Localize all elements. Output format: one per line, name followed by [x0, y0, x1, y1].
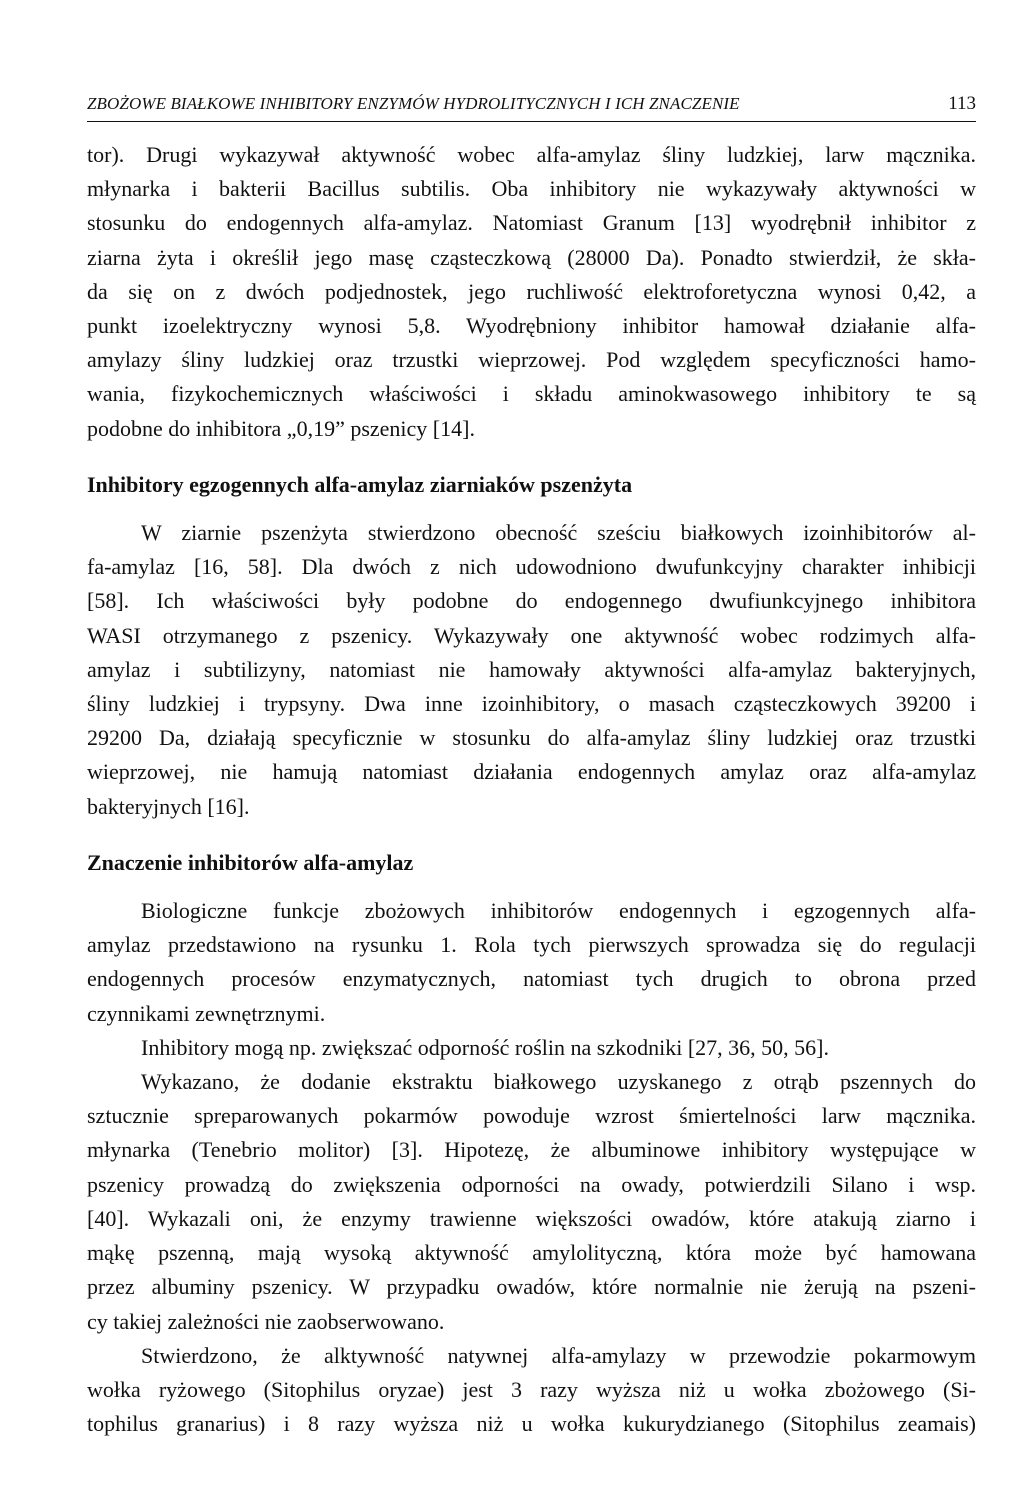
page-number: 113 [948, 93, 976, 114]
text-line: amylaz i subtilizyny, natomiast nie hamowały aktywności alfa-amylaz bakteryjnych, [87, 656, 976, 682]
section-heading: Inhibitory egzogennych alfa-amylaz ziarniaków pszenżyta [87, 471, 633, 497]
text-line: wieprzowej, nie hamują natomiast działania endogennych amylaz oraz alfa-amylaz [87, 759, 976, 785]
text-line: sztucznie spreparowanych pokarmów powoduje wzrost śmiertelności larw mącznika. [87, 1103, 976, 1129]
text-line: amylazy śliny ludzkiej oraz trzustki wieprzowej. Pod względem specyficzności hamo- [87, 347, 976, 373]
text-line: pszenicy prowadzą do zwiększenia odporności na owady, potwierdzili Silano i wsp. [87, 1171, 976, 1197]
paragraph-5 [87, 1065, 976, 1339]
text-line: wołka ryżowego (Sitophilus oryzae) jest 3 razy wyższa niż u wołka zbożowego (Si- [87, 1376, 976, 1402]
text-line: młynarka i bakterii Bacillus subtilis. Oba inhibitory nie wykazywały aktywności w [87, 176, 976, 202]
text-line: wania, fizykochemicznych właściwości i składu aminokwasowego inhibitory te są [87, 381, 976, 407]
text-line: 29200 Da, działają specyficznie w stosunku do alfa-amylaz śliny ludzkiej oraz trzustki [87, 725, 976, 751]
text-line: [40]. Wykazali oni, że enzymy trawienne większości owadów, które atakują ziarno i [87, 1205, 976, 1231]
text-line: młynarka (Tenebrio molitor) [3]. Hipotezę, że albuminowe inhibitory występujące w [87, 1137, 976, 1163]
text-line: Stwierdzono, że alktywność natywnej alfa-amylazy w przewodzie pokarmowym [141, 1342, 976, 1368]
text-line: przez albuminy pszenicy. W przypadku owadów, które normalnie nie żerują na pszeni- [87, 1274, 976, 1300]
text-line: endogennych procesów enzymatycznych, natomiast tych drugich to obrona przed [87, 966, 976, 992]
paragraph-1 [87, 138, 976, 446]
text-line: ziarna żyta i określił jego masę cząsteczkową (28000 Da). Ponadto stwierdził, że skła- [87, 244, 976, 270]
text-line: [58]. Ich właściwości były podobne do endogennego dwufiunkcyjnego inhibitora [87, 588, 976, 614]
text-line: śliny ludzkiej i trypsyny. Dwa inne izoinhibitory, o masach cząsteczkowych 39200 i [87, 691, 976, 717]
text-line: WASI otrzymanego z pszenicy. Wykazywały one aktywność wobec rodzimych alfa- [87, 622, 976, 648]
text-line: bakteryjnych [16]. [87, 793, 250, 819]
text-line: Wykazano, że dodanie ekstraktu białkowego uzyskanego z otrąb pszennych do [141, 1069, 976, 1095]
running-head [87, 93, 976, 122]
paragraph-3 [87, 894, 976, 1031]
paragraph-2 [87, 516, 976, 824]
section-heading: Znaczenie inhibitorów alfa-amylaz [87, 849, 414, 875]
text-line: da się on z dwóch podjednostek, jego ruchliwość elektroforetyczna wynosi 0,42, a [87, 278, 976, 304]
paragraph-6 [87, 1339, 976, 1442]
body-text [87, 138, 976, 1441]
text-line: stosunku do endogennych alfa-amylaz. Natomiast Granum [13] wyodrębnił inhibitor z [87, 210, 976, 236]
text-line: mąkę pszenną, mają wysoką aktywność amylolityczną, która może być hamowana [87, 1240, 976, 1266]
text-line: fa-amylaz [16, 58]. Dla dwóch z nich udowodniono dwufunkcyjny charakter inhibicji [87, 554, 976, 580]
text-line: W ziarnie pszenżyta stwierdzono obecność sześciu białkowych izoinhibitorów al- [141, 520, 976, 546]
text-line: cy takiej zależności nie zaobserwowano. [87, 1308, 445, 1334]
text-line: punkt izoelektryczny wynosi 5,8. Wyodrębniony inhibitor hamował działanie alfa- [87, 313, 976, 339]
text-line: tor). Drugi wykazywał aktywność wobec alfa-amylaz śliny ludzkiej, larw mącznika. [87, 142, 976, 167]
text-line: czynnikami zewnętrznymi. [87, 1000, 326, 1026]
text-line: Biologiczne funkcje zbożowych inhibitorów endogennych i egzogennych alfa- [141, 898, 976, 924]
text-line: tophilus granarius) i 8 razy wyższa niż u wołka kukurydzianego (Sitophilus zeamais) [87, 1411, 976, 1437]
running-head-title: ZBOŻOWE BIAŁKOWE INHIBITORY ENZYMÓW HYDROLITYCZNYCH I ICH ZNACZENIE [87, 94, 740, 113]
text-line: amylaz przedstawiono na rysunku 1. Rola tych pierwszych sprowadza się do regulacji [87, 932, 976, 958]
text-line: Inhibitory mogą np. zwiększać odporność roślin na szkodniki [27, 36, 50, 56]. [141, 1034, 829, 1060]
text-line: podobne do inhibitora „0,19” pszenicy [14]. [87, 415, 475, 441]
paragraph-4 [87, 1031, 976, 1065]
